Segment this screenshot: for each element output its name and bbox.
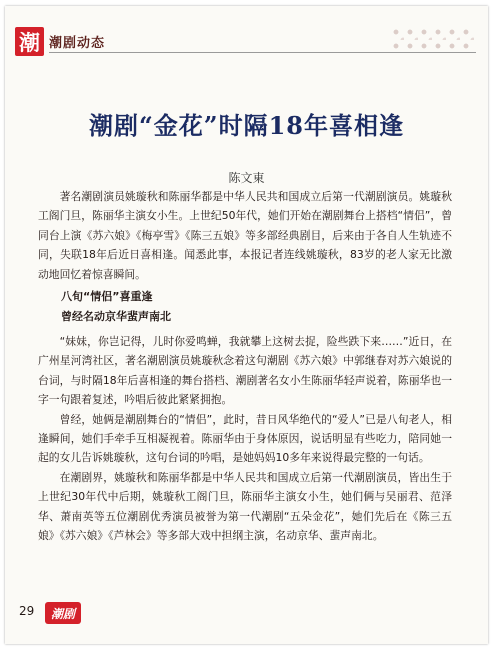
subheading: 曾经名动京华蜚声南北 [61, 310, 171, 324]
article-headline: 潮剧“金花”时隔18年喜相逢 [88, 111, 404, 140]
section-title: 潮剧动态 [49, 36, 106, 51]
magazine-page [5, 6, 488, 644]
section-seal-logo [15, 27, 44, 56]
paragraph: 著名潮剧演员姚璇秋和陈丽华都是中华人民共和国成立后第一代潮剧演员。姚璇秋工阁门旦，陈丽华主演女小生。上世纪50年代，她们开始在潮剧舞台上搭档“情侣”，曾同台上演《苏六娘》《梅亭雪》《陈三五娘》等多部经典剧目，后来由于各自人生轨迹不同，失联18年后近日喜相逢。闻悉此事，本报记者连线姚璇秋，83岁的老人家无比激动地回忆着惊喜瞬间。 [38, 190, 452, 281]
paragraph: “妹妹，你岂记得，儿时你爱鸣蝉，我就攀上这树去捉，险些跌下来……”近日，在广州星河湾社区，著名潮剧演员姚璇秋念着这句潮剧《苏六娘》中郭继春对苏六娘说的台词，与时隔18年后喜相逢的舞台搭档、潮剧著名女小生陈丽华轻声说着，陈丽华也一字一句跟着复述，吟唱后彼此紧紧拥抱。 [38, 335, 452, 407]
logo-text: 潮剧 [50, 606, 75, 621]
page-number: 29 [19, 604, 35, 618]
paragraph: 曾经，她俩是潮剧舞台的“情侣”，此时，昔日风华绝代的“爱人”已是八旬老人，相逢瞬间，她们手牵手互相凝视着。陈丽华由于身体原因，说话明显有些吃力，陪同她一起的女儿告诉姚璇秋，这句台词的吟唱，是她妈妈10多年来说得最完整的一句话。 [38, 412, 452, 465]
header-pattern [390, 26, 476, 50]
subheading: 八旬“情侣”喜重逢 [61, 290, 153, 304]
magazine-logo [45, 602, 81, 624]
header-divider [49, 52, 476, 53]
paragraph: 在潮剧界，姚璇秋和陈丽华都是中华人民共和国成立后第一代潮剧演员，皆出生于上世纪30年代中后期，姚璇秋工阁门旦，陈丽华主演女小生，她们俩与吴丽君、范泽华、萧南英等五位潮剧优秀演员被誉为第一代潮剧“五朵金花”，她们先后在《陈三五娘》《苏六娘》《芦林会》等多部大戏中担纲主演，名动京华、蜚声南北。 [38, 470, 452, 543]
article-body [38, 187, 452, 546]
article-author: 陈文東 [228, 171, 265, 185]
seal-text: 潮 [19, 29, 40, 55]
